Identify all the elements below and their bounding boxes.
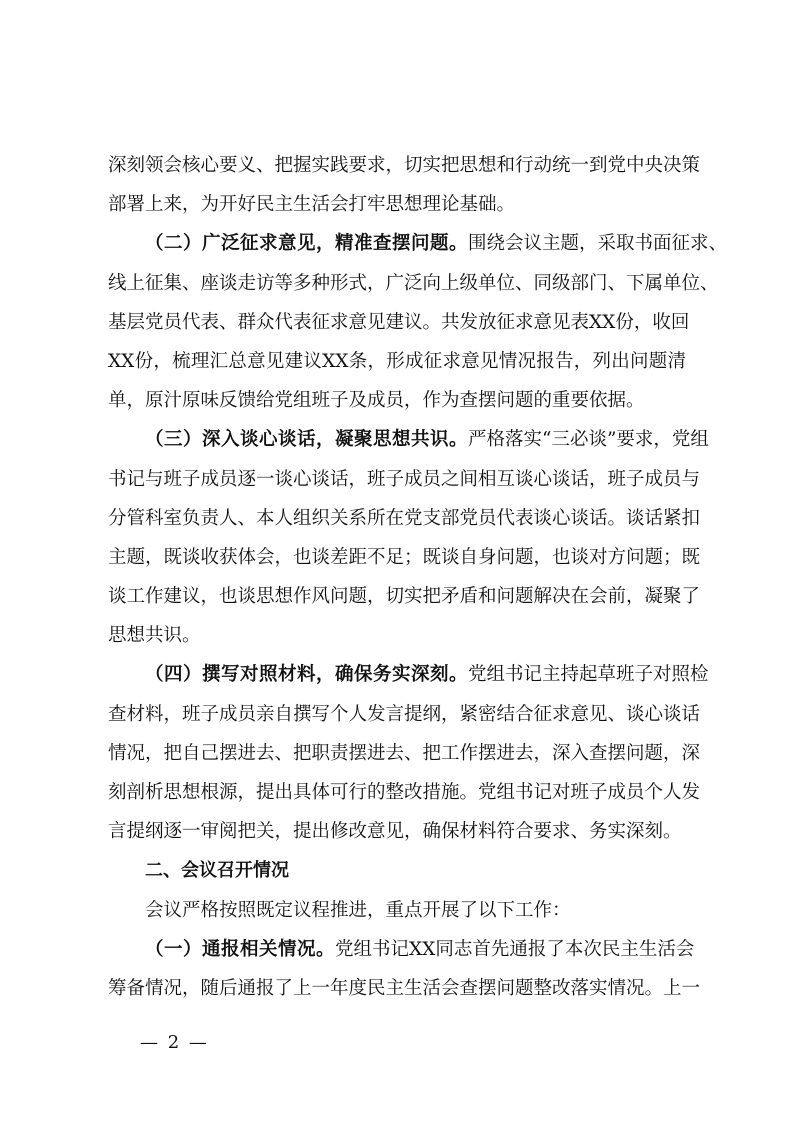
subsection-heading: （二）广泛征求意见，精准查摆问题。	[145, 233, 469, 255]
paragraph-line: 谈工作建议，也谈思想作风问题，切实把矛盾和问题解决在会前，凝聚了	[108, 586, 701, 608]
paragraph-line: 基层党员代表、群众代表征求意见建议。共发放征求意见表XX份，收回	[108, 311, 690, 333]
subsection-heading: （一）通报相关情况。	[145, 938, 336, 960]
paragraph-line: 查材料，班子成员亲自撰写个人发言提纲，紧密结合征求意见、谈心谈话	[108, 703, 701, 725]
paragraph-line: 单，原汁原味反馈给党组班子及成员，作为查摆问题的重要依据。	[108, 390, 645, 412]
paragraph-line: 主题，既谈收获体会，也谈差距不足；既谈自身问题，也谈对方问题；既	[108, 546, 701, 568]
section-heading: 二、会议召开情况	[145, 860, 289, 882]
paragraph-line: 思想共识。	[108, 625, 201, 647]
page-number: — 2 —	[140, 1032, 209, 1053]
subsection-heading: （三）深入谈心谈话，凝聚思想共识。	[145, 429, 469, 451]
paragraph-line: 会议严格按照既定议程推进，重点开展了以下工作：	[145, 899, 571, 921]
paragraph-line: 筹备情况，随后通报了上一年度民主生活会查摆问题整改落实情况。上一	[108, 977, 701, 999]
subsection-heading: （四）撰写对照材料，确保务实深刻。	[145, 664, 469, 686]
paragraph-line: 线上征集、座谈走访等多种形式，广泛向上级单位、同级部门、下属单位、	[108, 272, 719, 294]
paragraph-line	[108, 655, 709, 694]
paragraph-line: 分管科室负责人、本人组织关系所在党支部党员代表谈心谈话。谈话紧扣	[108, 507, 701, 529]
paragraph-text: 严格落实“三必谈”要求，党组	[468, 429, 709, 451]
document-body	[108, 146, 728, 1008]
paragraph-text: 围绕会议主题，采取书面征求、	[468, 233, 728, 255]
paragraph-line: 部署上来，为开好民主生活会打牢思想理论基础。	[108, 194, 516, 216]
paragraph-line	[108, 224, 728, 263]
paragraph-line: 书记与班子成员逐一谈心谈话，班子成员之间相互谈心谈话，班子成员与	[108, 468, 701, 490]
paragraph-text: 党组书记主持起草班子对照检	[468, 664, 709, 686]
paragraph-line: XX份，梳理汇总意见建议XX条，形成征求意见情况报告，列出问题清	[108, 350, 686, 372]
paragraph-line: 言提纲逐一审阅把关，提出修改意见，确保材料符合要求、务实深刻。	[108, 821, 682, 843]
paragraph-line: 深刻领会核心要义、把握实践要求，切实把思想和行动统一到党中央决策	[108, 155, 701, 176]
paragraph-line: 情况，把自己摆进去、把职责摆进去、把工作摆进去，深入查摆问题，深	[108, 742, 701, 764]
paragraph-line: 刻剖析思想根源，提出具体可行的整改措施。党组书记对班子成员个人发	[108, 782, 701, 803]
paragraph-text: 党组书记XX同志首先通报了本次民主生活会	[335, 938, 695, 960]
paragraph-line	[108, 420, 709, 459]
paragraph-line	[108, 930, 695, 969]
